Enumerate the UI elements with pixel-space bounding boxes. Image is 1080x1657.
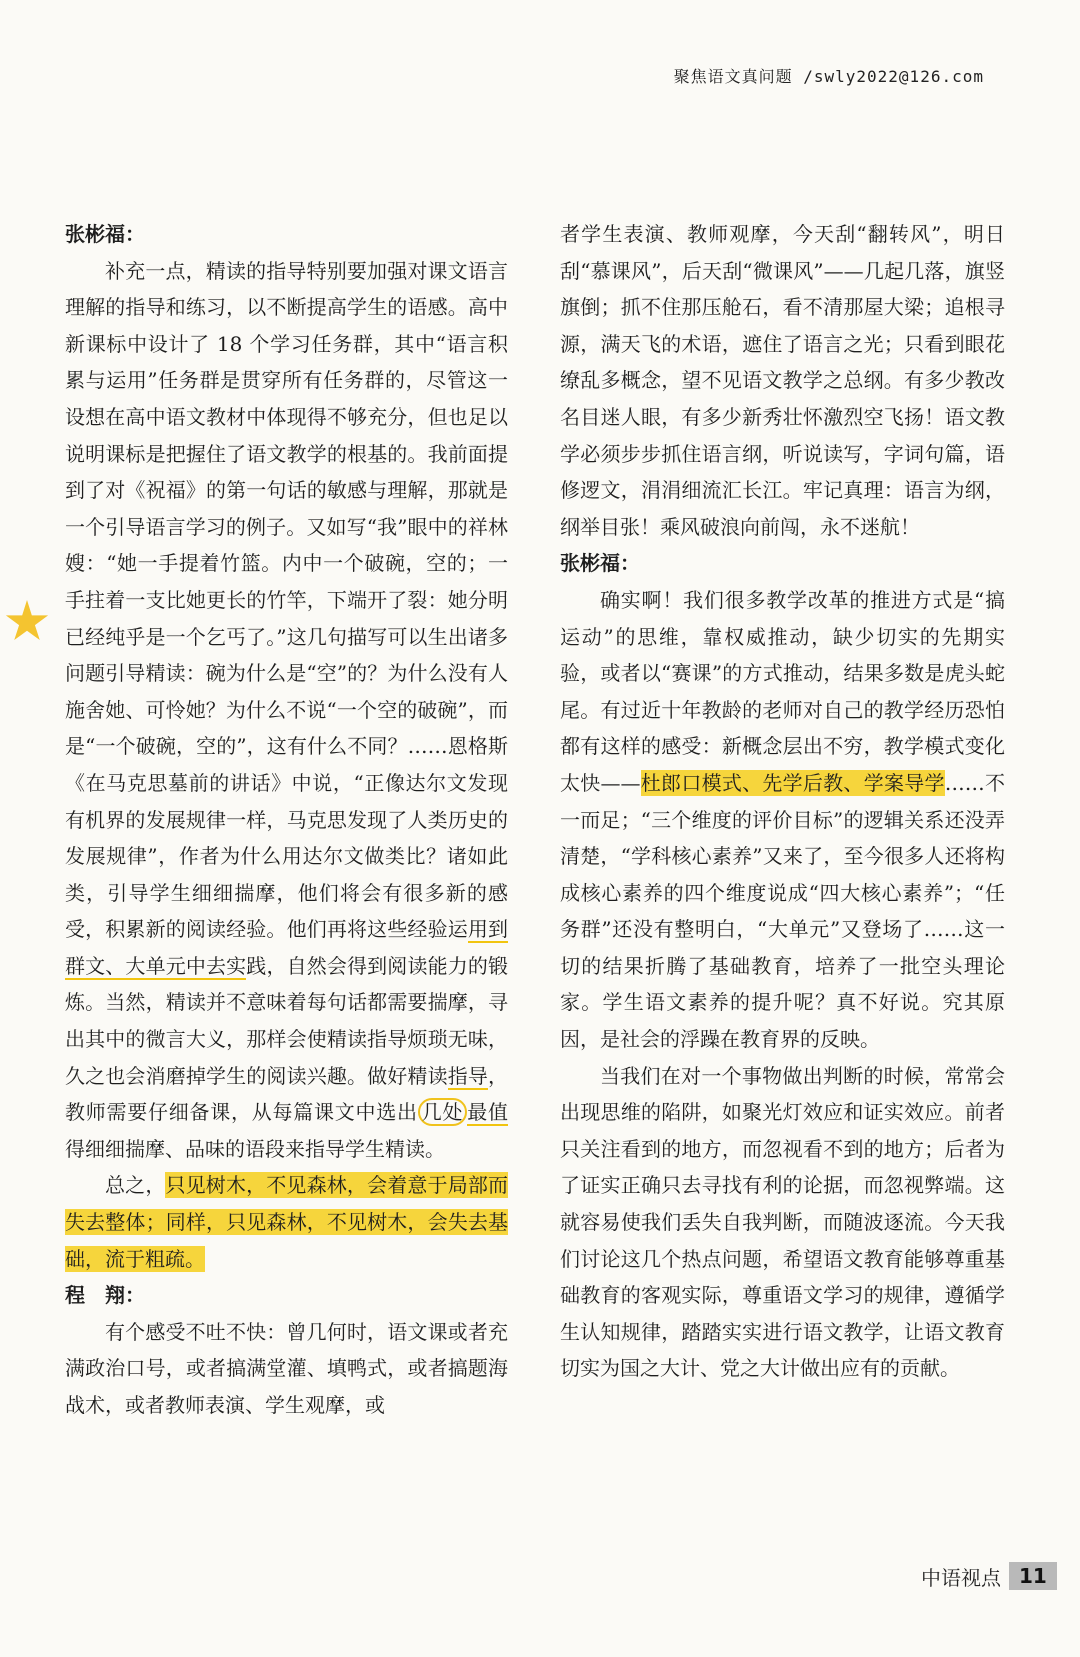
footer-brand: 中语视点 (921, 1565, 1001, 1590)
page-number: 11 (1009, 1562, 1057, 1590)
paragraph: 有个感受不吐不快：曾几何时，语文课或者充满政治口号，或者搞满堂灌、填鸭式，或者搞题海战术，或者教师表演、学生观摩，或 (65, 1319, 508, 1417)
right-column (560, 216, 1005, 1387)
highlighted-text: 只见树木，不见森林，会着意于局部而失去整体；同样，只见森林，不见树木，会失去基础，流于粗疏。 (65, 1173, 509, 1271)
paragraph (65, 1167, 508, 1277)
paragraph: 当我们在对一个事物做出判断的时候，常常会出现思维的陷阱，如聚光灯效应和证实效应。前者只关注看到的地方，而忽视看不到的地方；后者为了证实正确只去寻找有利的论据，而忽视弊端。这就容易使我们丢失自我判断，而随波逐流。今天我们讨论这几个热点问题，希望语文教育能够尊重基础教育的客观实际，尊重语文学习的规律，遵循学生认知规律，踏踏实实进行语文教学，让语文教育切实为国之大计、党之大计做出应有的贡献。 (560, 1063, 1005, 1381)
underlined-text: 用到群文、大单元中去实 (65, 917, 509, 978)
text-run: ……不一而足；“三个维度的评价目标”的逻辑关系还没弄清楚，“学科核心素养”又来了，至今很多人还将构成核心素养的四个维度说成“四大核心素养”；“任务群”还没有整明白，“大单元”又登场了……这一切的结果折腾了基础教育，培养了一批空头理论家。学生语文素养的提升呢？真不好说。究其原因，是社会的浮躁在教育界的反映。 (560, 770, 1006, 1052)
running-header: 聚焦语文真问题 /swly2022@126.com (673, 67, 984, 86)
speaker-label: 张彬福： (560, 551, 640, 576)
paragraph (560, 582, 1005, 1058)
text-run: ，教师需要仔细备课，从每篇课文中选出 (65, 1063, 509, 1125)
paragraph: 者学生表演、教师观摩，今天刮“翻转风”，明日刮“慕课风”，后天刮“微课风”——几起几落，旗竖旗倒；抓不住那压舱石，看不清那屋大梁；追根寻源，满天飞的术语，遮住了语言之光；只看到眼花缭乱多概念，望不见语文教学之总纲。有多少教改名目迷人眼，有多少新秀壮怀激烈空飞扬！语文教学必须步步抓住语言纲，听说读写，字词句篇，语修逻文，涓涓细流汇长江。牢记真理：语言为纲，纲举目张！乘风破浪向前闯，永不迷航！ (560, 222, 1005, 539)
underlined-text: 最值 (467, 1100, 508, 1125)
speaker-label: 张彬福： (65, 222, 145, 246)
star-icon (5, 600, 49, 644)
paragraph (65, 253, 508, 1168)
highlighted-text: 杜郎口模式、先学后教、学案导学 (640, 770, 945, 795)
text-run: 确实啊！我们很多教学改革的推进方式是“搞运动”的思维，靠权威推动，缺少切实的先期实验，或者以“赛课”的方式推动，结果多数是虎头蛇尾。有过近十年教龄的老师对自己的教学经历恐怕都有这样的感受：新概念层出不穷，教学模式变化太快—— (560, 587, 1005, 795)
text-run: 总之， (105, 1173, 166, 1198)
text-run: 践，自然会得到阅读能力的锻炼。当然，精读并不意味着每句话都需要揣摩，寻出其中的微言大义，那样会使精读指导烦琐无味，久之也会消磨掉学生的阅读兴趣。做好精读 (65, 953, 509, 1088)
circled-text: 几处 (418, 1098, 468, 1126)
text-run: 得细细揣摩、品味的语段来指导学生精读。 (65, 1136, 445, 1161)
speaker-label: 程 翔： (65, 1283, 145, 1308)
underlined-text: 指导 (447, 1063, 489, 1088)
text-run: 补充一点，精读的指导特别要加强对课文语言理解的指导和练习，以不断提高学生的语感。高中新课标中设计了 18 个学习任务群，其中“语言积累与运用”任务群是贯穿所有任务群的，尽管这一设想在高中语文教材中体现得不够充分，但也足以说明课标是把握住了语文教学的根基的。我前面提到了对《祝福》的第一句话的敏感与理解，那就是一个引导语言学习的例子。又如写“我”眼中的祥林嫂：“她一手提着竹篮。内中一个破碗，空的；一手拄着一支比她更长的竹竿，下端开了裂：她分明已经纯乎是一个乞丐了。”这几句描写可以生出诸多问题引导精读：碗为什么是“空”的？为什么没有人施舍她、可怜她？为什么不说“一个空的破碗”，而是“一个破碗，空的”，这有什么不同？……恩格斯《在马克思墓前的讲话》中说，“正像达尔文发现有机界的发展规律一样，马克思发现了人类历史的发展规律”，作者为什么用达尔文做类比？诸如此类，引导学生细细揣摩，他们将会有很多新的感受，积累新的阅读经验。他们再将这些经验运 (65, 258, 508, 942)
left-column (65, 216, 508, 1424)
page-footer (921, 1558, 1057, 1594)
